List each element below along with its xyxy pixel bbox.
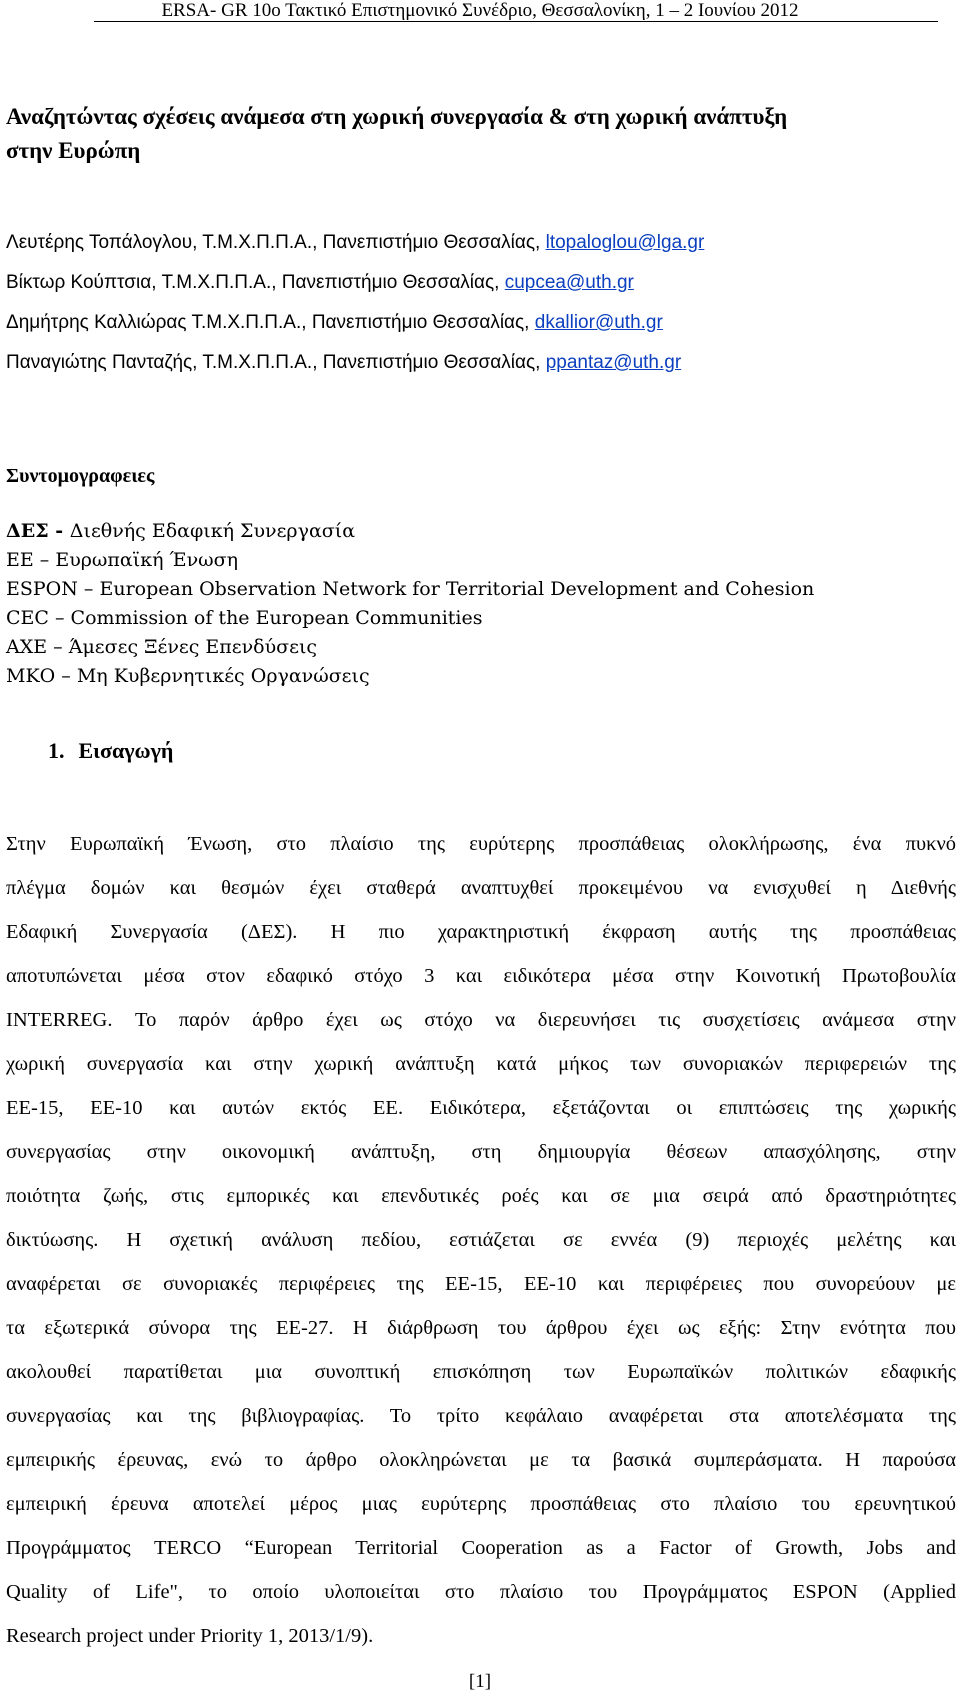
abbreviation-meaning: Διεθνής Εδαφική Συνεργασία — [69, 520, 356, 542]
title-line: Αναζητώντας σχέσεις ανάμεσα στη χωρική συνεργασία & στη χωρική ανάπτυξη — [6, 104, 788, 129]
header-rule — [94, 21, 938, 22]
author-email-link[interactable]: dkallior@uth.gr — [534, 312, 663, 333]
running-header — [0, 0, 960, 22]
page-number: [1] — [468, 1671, 492, 1692]
abbreviation-meaning: Commission of the European Communities — [70, 607, 483, 629]
abbreviation-separator: – — [47, 636, 69, 658]
paragraph-line: αποτυπώνεται μέσα στον εδαφικό στόχο 3 και ειδικότερα μέσα στην Κοινοτική Πρωτοβουλία — [6, 965, 956, 987]
author-entry — [6, 263, 946, 303]
abbreviation-entry — [6, 575, 956, 604]
abbreviation-separator: – — [48, 607, 71, 629]
abbreviation-term: ΜΚΟ — [6, 665, 56, 687]
abbreviation-term: ESPON — [6, 578, 78, 600]
abbreviation-separator: – — [55, 665, 77, 687]
paragraph-line: τα εξωτερικά σύνορα της ΕΕ-27. Η διάρθρωση του άρθρου έχει ως εξής: Στην ενότητα που — [6, 1317, 956, 1339]
author-entry — [6, 303, 946, 343]
paragraph-line: Quality of Life", το οποίο υλοποιείται στο πλαίσιο του Προγράμματος ESPON (Applied — [6, 1581, 956, 1603]
author-affiliation: Παναγιώτης Πανταζής, Τ.Μ.Χ.Π.Π.Α., Πανεπιστήμιο Θεσσαλίας, — [6, 352, 546, 373]
abbreviation-entry — [6, 633, 956, 662]
abbreviation-term: ΔΕΣ — [6, 520, 49, 542]
paragraph-line: εμπειρική έρευνα αποτελεί μέρος μιας ευρύτερης προσπάθειας στο πλαίσιο του ερευνητικού — [6, 1493, 956, 1515]
paper-title — [6, 100, 946, 168]
abbreviation-entry — [6, 517, 956, 546]
paragraph-line: Στην Ευρωπαϊκή Ένωση, στο πλαίσιο της ευρύτερης προσπάθειας ολοκλήρωσης, ένα πυκνό — [6, 833, 956, 855]
paragraph-line: εμπειρικής έρευνας, ενώ το άρθρο ολοκληρώνεται με τα βασικά συμπεράσματα. Η παρούσα — [6, 1449, 956, 1471]
abbreviation-entry — [6, 546, 956, 575]
section-number: 1. — [48, 738, 65, 763]
abbreviation-term: ΕΕ — [6, 549, 34, 571]
paragraph-line: ακολουθεί παρατίθεται μια συνοπτική επισκόπηση των Ευρωπαϊκών πολιτικών εδαφικής — [6, 1361, 956, 1383]
abbreviations-list — [6, 517, 956, 691]
abbreviation-entry — [6, 662, 956, 691]
author-list — [6, 223, 946, 383]
paragraph-line: δικτύωσης. Η σχετική ανάλυση πεδίου, εστιάζεται σε εννέα (9) περιοχές μελέτης και — [6, 1229, 956, 1251]
paragraph-line: συνεργασίας και της βιβλιογραφίας. Το τρίτο κεφάλαιο αναφέρεται στα αποτελέσματα της — [6, 1405, 956, 1427]
author-email-link[interactable]: ltopaloglou@lga.gr — [545, 232, 705, 253]
paragraph-line: πλέγμα δομών και θεσμών έχει σταθερά αναπτυχθεί προκειμένου να ενισχυθεί η Διεθνής — [6, 877, 956, 899]
author-affiliation: Λευτέρης Τοπάλογλου, Τ.Μ.Χ.Π.Π.Α., Πανεπιστήμιο Θεσσαλίας, — [6, 232, 546, 253]
paragraph-line: Research project under Priority 1, 2013/1/9). — [6, 1625, 374, 1647]
introduction-paragraph — [6, 822, 956, 1658]
author-affiliation: Βίκτωρ Κούπτσια, Τ.Μ.Χ.Π.Π.Α., Πανεπιστήμιο Θεσσαλίας, — [6, 272, 505, 293]
section-heading-introduction — [48, 736, 173, 766]
abbreviation-meaning: Μη Κυβερνητικές Οργανώσεις — [76, 665, 370, 687]
paragraph-line: Προγράμματος TERCO “European Territorial Cooperation as a Factor of Growth, Jobs and — [6, 1537, 956, 1559]
abbreviation-term: ΑΧΕ — [6, 636, 48, 658]
abbreviation-meaning: Ευρωπαϊκή Ένωση — [55, 549, 238, 571]
paragraph-line: χωρική συνεργασία και στην χωρική ανάπτυξη κατά μήκος των συνοριακών περιφερειών της — [6, 1053, 956, 1075]
abbreviation-separator: – — [77, 578, 100, 600]
title-line: στην Ευρώπη — [6, 138, 141, 163]
paragraph-line: ποιότητα ζωής, στις εμπορικές και επενδυτικές ροές και σε μια σειρά από δραστηριότητες — [6, 1185, 956, 1207]
author-entry — [6, 223, 946, 263]
abbreviations-heading: Συντομογραφειες — [6, 465, 155, 487]
abbreviation-meaning: Άμεσες Ξένες Επενδύσεις — [68, 636, 318, 658]
paragraph-line: ΕΕ-15, ΕΕ-10 και αυτών εκτός ΕΕ. Ειδικότερα, εξετάζονται οι επιπτώσεις της χωρικής — [6, 1097, 956, 1119]
paragraph-line: αναφέρεται σε συνοριακές περιφέρειες της ΕΕ-15, ΕΕ-10 και περιφέρειες που συνορεύουν με — [6, 1273, 956, 1295]
abbreviation-meaning: European Observation Network for Territorial Development and Cohesion — [99, 578, 815, 600]
author-entry — [6, 343, 946, 383]
author-email-link[interactable]: cupcea@uth.gr — [504, 272, 634, 293]
running-header-text: ERSA- GR 10ο Τακτικό Επιστημονικό Συνέδριο, Θεσσαλονίκη, 1 – 2 Ιουνίου 2012 — [161, 0, 799, 21]
paragraph-line: συνεργασίας στην οικονομική ανάπτυξη, στη δημιουργία θέσεων απασχόλησης, στην — [6, 1141, 956, 1163]
abbreviation-term: CEC — [6, 607, 49, 629]
abbreviation-separator: - — [48, 520, 70, 542]
author-email-link[interactable]: ppantaz@uth.gr — [545, 352, 682, 373]
author-affiliation: Δημήτρης Καλλιώρας Τ.Μ.Χ.Π.Π.Α., Πανεπιστήμιο Θεσσαλίας, — [6, 312, 535, 333]
section-title: Εισαγωγή — [78, 738, 174, 763]
abbreviation-entry — [6, 604, 956, 633]
paragraph-line: INTERREG. Το παρόν άρθρο έχει ως στόχο να διερευνήσει τις συσχετίσεις ανάμεσα στην — [6, 1009, 956, 1031]
paragraph-line: Εδαφική Συνεργασία (ΔΕΣ). Η πιο χαρακτηριστική έκφραση αυτής της προσπάθειας — [6, 921, 956, 943]
abbreviation-separator: – — [33, 549, 56, 571]
